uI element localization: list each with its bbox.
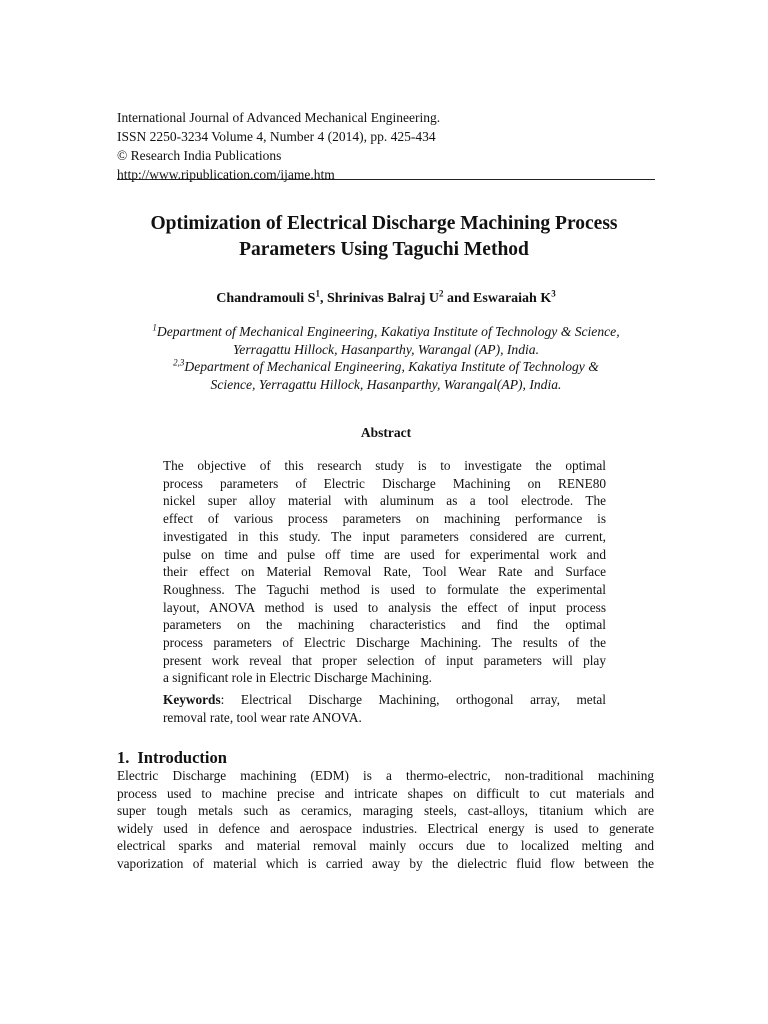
title-line-1: Optimization of Electrical Discharge Machining Process bbox=[150, 213, 618, 234]
journal-url: http://www.ripublication.com/ijame.htm bbox=[117, 167, 335, 182]
title-line-2: Parameters Using Taguchi Method bbox=[239, 239, 529, 260]
body-line: vaporization of material which is carried away by the dielectric fluid flow between the bbox=[117, 855, 654, 871]
author-separator-2: and bbox=[443, 291, 474, 306]
author-separator-1: , bbox=[319, 291, 327, 306]
author-list bbox=[117, 289, 655, 309]
keywords-label: Keywords bbox=[163, 692, 221, 707]
abstract-line: Roughness. The Taguchi method is used to formulate the experimental bbox=[163, 581, 606, 597]
body-line: Electric Discharge machining (EDM) is a thermo-electric, non-traditional machining bbox=[117, 768, 654, 783]
abstract-line: process parameters of Electric Discharge Machining. The results of the bbox=[163, 635, 606, 651]
issn-line: ISSN 2250-3234 Volume 4, Number 4 (2014), pp. 425-434 bbox=[117, 129, 436, 144]
abstract-body bbox=[163, 457, 606, 687]
keywords-line-1 bbox=[163, 691, 606, 709]
keywords-text-1: : Electrical Discharge Machining, orthogonal array, metal bbox=[220, 692, 606, 707]
abstract-line: their effect on Material Removal Rate, Tool Wear Rate and Surface bbox=[163, 564, 606, 580]
affiliation-2-sup: 2,3 bbox=[173, 357, 185, 368]
body-line: super tough metals such as ceramics, maraging steels, cast-alloys, titanium which are bbox=[117, 803, 654, 819]
publisher-line: © Research India Publications bbox=[117, 148, 282, 163]
body-line: electrical sparks and material removal mainly occurs due to localized melting and bbox=[117, 838, 654, 854]
section-title: Introduction bbox=[137, 748, 227, 767]
affiliation-2-line-1 bbox=[110, 358, 662, 376]
journal-name: International Journal of Advanced Mechanical Engineering. bbox=[117, 110, 441, 125]
author-2-name: Shrinivas Balraj U bbox=[326, 291, 439, 306]
author-3-sup: 3 bbox=[551, 288, 556, 299]
author-3-name: Eswaraiah K bbox=[473, 291, 552, 306]
body-line: process used to machine precise and intricate shapes on difficult to cut materials and bbox=[117, 785, 654, 801]
affiliations bbox=[110, 323, 662, 393]
affiliation-1-line-2: Yerragattu Hillock, Hasanparthy, Warangal (AP), India. bbox=[233, 341, 539, 357]
body-line: widely used in defence and aerospace industries. Electrical energy is used to generate bbox=[117, 820, 654, 836]
affiliation-1-text: Department of Mechanical Engineering, Kakatiya Institute of Technology & Science, bbox=[156, 324, 620, 339]
introduction-body bbox=[117, 767, 654, 873]
abstract-line: layout, ANOVA method is used to analysis the effect of input process bbox=[163, 599, 606, 615]
author-2-sup: 2 bbox=[438, 288, 444, 299]
abstract-line: parameters on the machining characteristics and find the optimal bbox=[163, 617, 606, 633]
abstract-line: present work reveal that proper selection of input parameters will play bbox=[163, 652, 606, 668]
author-1-sup: 1 bbox=[315, 288, 320, 299]
abstract-heading: Abstract bbox=[360, 425, 412, 440]
abstract-line: process parameters of Electric Discharge Machining on RENE80 bbox=[163, 475, 606, 491]
section-heading-introduction bbox=[117, 747, 227, 769]
abstract-line: pulse on time and pulse off time are used for experimental work and bbox=[163, 546, 606, 562]
abstract-line: investigated in this study. The input parameters considered are current, bbox=[163, 528, 606, 544]
keywords-block bbox=[163, 691, 606, 727]
journal-header bbox=[117, 108, 655, 184]
affiliation-1-sup: 1 bbox=[152, 322, 157, 333]
abstract-line: a significant role in Electric Discharge Machining. bbox=[163, 670, 432, 686]
abstract-line: The objective of this research study is to investigate the optimal bbox=[163, 458, 606, 473]
author-1-name: Chandramouli S bbox=[216, 291, 316, 306]
header-divider bbox=[117, 179, 655, 180]
affiliation-2-line-2: Science, Yerragattu Hillock, Hasanparthy, Warangal(AP), India. bbox=[210, 376, 562, 392]
abstract-line: nickel super alloy material with aluminum as a tool electrode. The bbox=[163, 493, 606, 509]
section-number: 1. bbox=[117, 748, 130, 767]
keywords-line-2: removal rate, tool wear rate ANOVA. bbox=[163, 710, 362, 725]
affiliation-1-line-1 bbox=[110, 323, 662, 341]
abstract-line: effect of various process parameters on machining performance is bbox=[163, 511, 606, 527]
paper-title bbox=[110, 211, 658, 263]
affiliation-2-text: Department of Mechanical Engineering, Kakatiya Institute of Technology & bbox=[184, 359, 599, 374]
